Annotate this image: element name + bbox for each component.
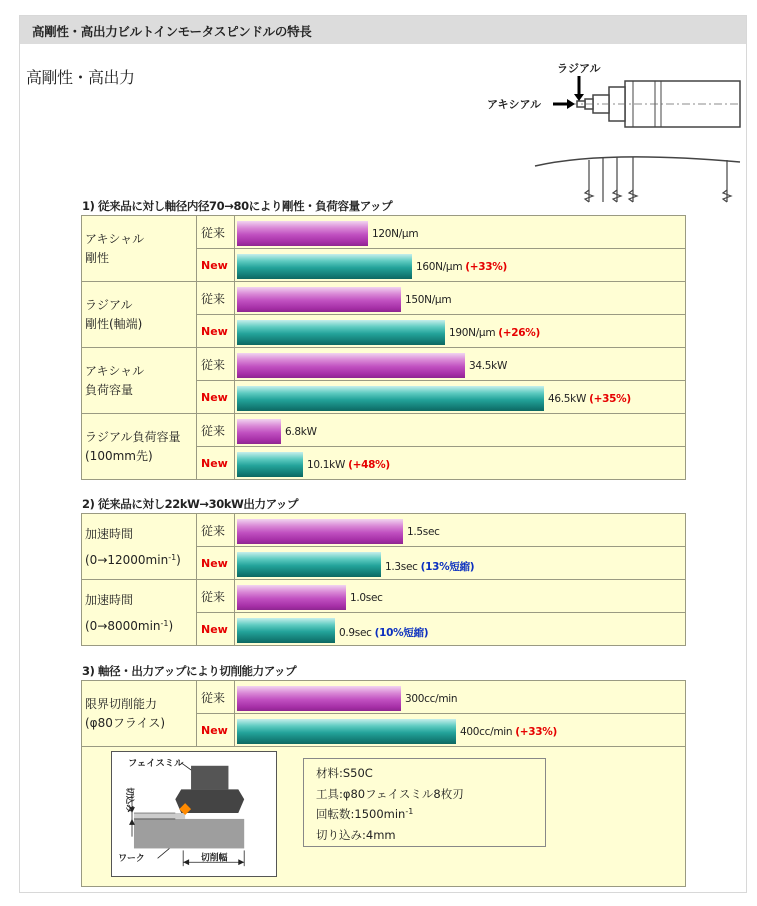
- bar-cell-new: [235, 613, 686, 646]
- spec-box: [303, 758, 546, 847]
- width-label: 切削幅: [200, 853, 228, 864]
- label-new: New: [197, 547, 235, 580]
- feature-panel: [19, 15, 747, 893]
- data-row-old: [82, 414, 686, 447]
- label-old: 従来: [197, 681, 235, 714]
- bar-cell-old: [235, 580, 686, 613]
- spec-tool: 工具:φ80フェイスミル8枚刃: [316, 786, 464, 801]
- value-new: 1.3sec (13%短縮): [385, 561, 475, 573]
- percent-change: (10%短縮): [374, 627, 429, 639]
- value-new: 400cc/min (+33%): [460, 726, 558, 738]
- group1-table: [81, 215, 686, 480]
- category-cell: 加速時間 $(0\to 8000\min^{-1})$: [82, 580, 197, 646]
- label-new: New: [197, 381, 235, 414]
- data-row-old: [82, 348, 686, 381]
- bar-new: [237, 719, 456, 744]
- data-row-old: [82, 681, 686, 714]
- bar-old: [237, 585, 346, 610]
- group2-table: [81, 513, 686, 646]
- value-new: 10.1kW (+48%): [307, 459, 390, 471]
- bar-old: [237, 519, 403, 544]
- value-old: 1.0sec: [350, 592, 383, 604]
- percent-change: (+35%): [589, 393, 631, 405]
- value-new: 160N/μm (+33%): [416, 261, 508, 273]
- bar-cell-old: [235, 514, 686, 547]
- value-old: 6.8kW: [285, 426, 317, 438]
- data-row-old: [82, 514, 686, 547]
- info-cell: [82, 747, 686, 887]
- bar-cell-old: [235, 348, 686, 381]
- header-title: 高剛性・高出力ビルトインモータスピンドルの特長: [32, 24, 312, 39]
- data-row-old: [82, 216, 686, 249]
- label-old: 従来: [197, 216, 235, 249]
- label-new: New: [197, 249, 235, 282]
- label-old: 従来: [197, 514, 235, 547]
- category-cell: ラジアル負荷容量 (100mm先): [82, 414, 197, 480]
- category-cell: アキシャル 剛性: [82, 216, 197, 282]
- group3-title: 3) 軸径・出力アップにより切削能力アップ: [82, 664, 297, 678]
- value-old: 300cc/min: [405, 693, 458, 705]
- bar-old: [237, 287, 401, 312]
- work-label: ワーク: [118, 854, 145, 865]
- bar-cell-new: [235, 714, 686, 747]
- value-new: 0.9sec (10%短縮): [339, 627, 429, 639]
- spec-rpm: 回転数$:1500\min^{-1}$: [316, 807, 414, 821]
- bar-cell-old: [235, 216, 686, 249]
- percent-change: (+26%): [498, 327, 541, 339]
- label-old: 従来: [197, 580, 235, 613]
- bar-old: [237, 419, 281, 444]
- depth-label: 切込み: [125, 787, 136, 813]
- group2-title: 2) 従来品に対し22kW→30kW出力アップ: [82, 497, 299, 511]
- bar-cell-new: [235, 381, 686, 414]
- category-cell: ラジアル 剛性(軸端): [82, 282, 197, 348]
- bar-new: [237, 452, 303, 477]
- bar-new: [237, 254, 412, 279]
- value-new: 46.5kW (+35%): [548, 393, 631, 405]
- axial-label: アキシアル: [487, 98, 542, 111]
- bar-cell-new: [235, 547, 686, 580]
- value-new: 190N/μm (+26%): [449, 327, 541, 339]
- category-cell: アキシャル 負荷容量: [82, 348, 197, 414]
- bar-cell-new: [235, 447, 686, 480]
- header-bar: [20, 16, 746, 44]
- group1-body: [82, 216, 686, 480]
- bar-cell-new: [235, 249, 686, 282]
- bar-old: [237, 686, 401, 711]
- facemill-label: フェイスミル: [128, 757, 184, 769]
- label-old: 従来: [197, 348, 235, 381]
- bar-new: [237, 552, 381, 577]
- percent-change: (13%短縮): [420, 561, 475, 573]
- group2-body: [82, 514, 686, 646]
- spindle-diagram: [487, 54, 740, 216]
- group1-title: 1) 従来品に対し軸径内径70→80により剛性・負荷容量アップ: [82, 199, 393, 213]
- value-old: 150N/μm: [405, 294, 452, 306]
- spec-material: 材料:S50C: [316, 766, 373, 780]
- data-row-old: [82, 580, 686, 613]
- bar-old: [237, 353, 465, 378]
- radial-label: ラジアル: [557, 62, 601, 75]
- section-title: 高剛性・高出力: [26, 68, 135, 87]
- label-old: 従来: [197, 414, 235, 447]
- category-cell: 加速時間 $(0\to 12000\min^{-1})$: [82, 514, 197, 580]
- bar-cell-old: [235, 282, 686, 315]
- bar-new: [237, 320, 445, 345]
- spec-depth: 切り込み:4mm: [316, 827, 396, 842]
- percent-change: (+33%): [465, 261, 508, 273]
- value-old: 34.5kW: [469, 360, 508, 372]
- percent-change: (+33%): [515, 726, 558, 738]
- bar-cell-new: [235, 315, 686, 348]
- label-new: New: [197, 447, 235, 480]
- bar-cell-old: [235, 414, 686, 447]
- cutting-figure: [111, 751, 277, 877]
- label-old: 従来: [197, 282, 235, 315]
- info-row: [82, 747, 686, 887]
- bar-new: [237, 618, 335, 643]
- label-new: New: [197, 613, 235, 646]
- bar-cell-old: [235, 681, 686, 714]
- bar-new: [237, 386, 544, 411]
- value-old: 120N/μm: [372, 228, 419, 240]
- label-new: New: [197, 714, 235, 747]
- percent-change: (+48%): [348, 459, 390, 471]
- label-new: New: [197, 315, 235, 348]
- group3-table: [81, 680, 686, 887]
- data-row-old: [82, 282, 686, 315]
- category-cell: 限界切削能力 (φ80フライス): [82, 681, 197, 747]
- bar-old: [237, 221, 368, 246]
- group3-body: [82, 681, 686, 747]
- value-old: 1.5sec: [407, 526, 440, 538]
